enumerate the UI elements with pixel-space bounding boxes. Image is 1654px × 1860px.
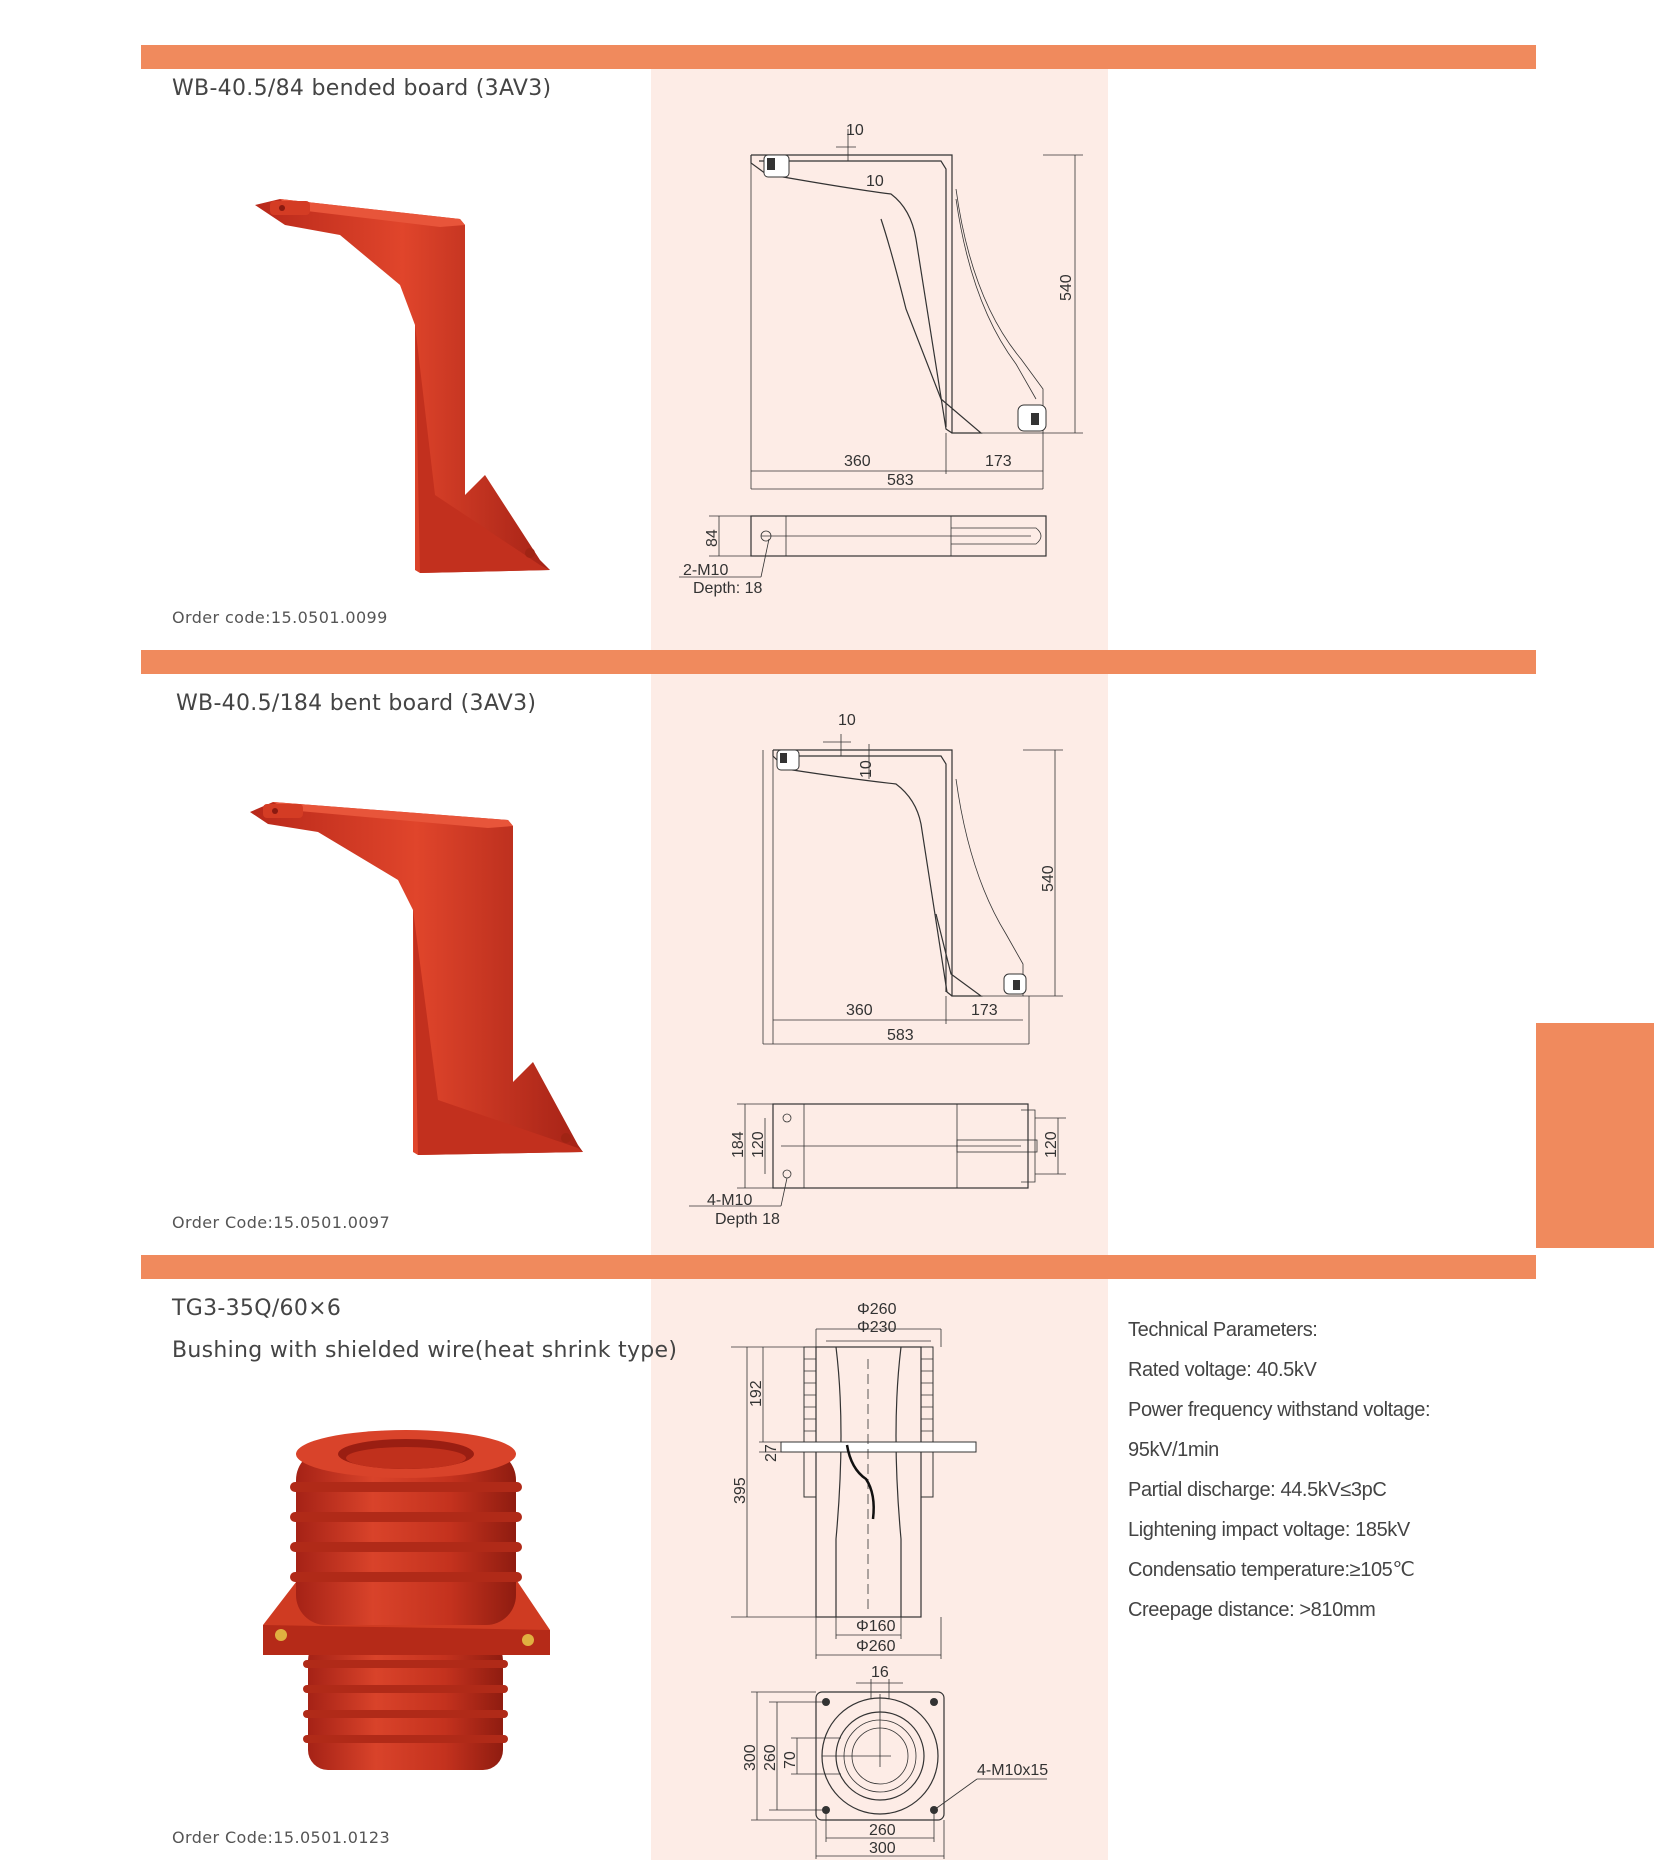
bushing-image (258, 1430, 558, 1780)
product-title: WB-40.5/184 bent board (3AV3) (176, 691, 537, 716)
svg-text:70: 70 (782, 1751, 799, 1769)
svg-text:360: 360 (846, 1002, 873, 1019)
svg-text:540: 540 (1040, 865, 1057, 892)
bended-board-image (250, 195, 550, 585)
product-title: WB-40.5/84 bended board (3AV3) (172, 76, 552, 101)
svg-text:84: 84 (704, 529, 721, 547)
svg-text:27: 27 (763, 1444, 780, 1462)
order-code: Order Code:15.0501.0097 (172, 1213, 391, 1232)
drawing-bended-board (651, 69, 1108, 609)
drawing-bushing (651, 1279, 1108, 1860)
svg-text:Depth: 18: Depth: 18 (693, 580, 763, 597)
order-code: Order code:15.0501.0099 (172, 608, 388, 627)
svg-text:2-M10: 2-M10 (683, 562, 729, 579)
svg-text:173: 173 (985, 453, 1012, 470)
svg-text:300: 300 (742, 1744, 759, 1771)
section-bar-2 (141, 650, 1536, 674)
svg-text:120: 120 (1043, 1131, 1060, 1158)
svg-text:260: 260 (762, 1744, 779, 1771)
svg-text:395: 395 (732, 1477, 749, 1504)
svg-text:192: 192 (748, 1380, 765, 1407)
param-line: Creepage distance: >810mm (1128, 1599, 1376, 1621)
svg-text:260: 260 (869, 1822, 896, 1839)
svg-text:583: 583 (887, 472, 914, 489)
order-code: Order Code:15.0501.0123 (172, 1828, 391, 1847)
param-line: Lightening impact voltage: 185kV (1128, 1519, 1410, 1541)
svg-text:360: 360 (844, 453, 871, 470)
svg-text:10: 10 (846, 122, 864, 139)
drawing-bent-board (651, 674, 1108, 1234)
param-line: 95kV/1min (1128, 1439, 1219, 1461)
svg-text:173: 173 (971, 1002, 998, 1019)
svg-text:10: 10 (838, 712, 856, 729)
svg-text:120: 120 (750, 1131, 767, 1158)
svg-text:4-M10: 4-M10 (707, 1192, 753, 1209)
svg-text:540: 540 (1058, 274, 1075, 301)
svg-text:583: 583 (887, 1027, 914, 1044)
param-line: Partial discharge: 44.5kV≤3pC (1128, 1479, 1387, 1501)
bent-board-image (248, 800, 588, 1170)
svg-text:16: 16 (871, 1664, 889, 1681)
product-title: TG3-35Q/60×6 (172, 1296, 342, 1321)
svg-text:Depth 18: Depth 18 (715, 1211, 780, 1228)
param-line: Rated voltage: 40.5kV (1128, 1359, 1317, 1381)
svg-text:10: 10 (858, 760, 875, 778)
technical-parameters (1128, 1313, 1430, 1633)
svg-text:10: 10 (866, 173, 884, 190)
svg-text:Φ260: Φ260 (857, 1301, 897, 1318)
svg-text:184: 184 (730, 1131, 747, 1158)
svg-text:Φ230: Φ230 (857, 1319, 897, 1336)
product-subtitle: Bushing with shielded wire(heat shrink type) (172, 1338, 678, 1363)
section-bar-3 (141, 1255, 1536, 1279)
param-heading: Technical Parameters: (1128, 1319, 1318, 1341)
svg-text:Φ260: Φ260 (856, 1638, 896, 1655)
param-line: Condensatio temperature:≥105℃ (1128, 1559, 1415, 1581)
svg-text:300: 300 (869, 1840, 896, 1857)
svg-text:Φ160: Φ160 (856, 1618, 896, 1635)
section-bar-1 (141, 45, 1536, 69)
svg-text:4-M10x15: 4-M10x15 (977, 1762, 1049, 1779)
side-tab (1536, 1023, 1654, 1248)
param-line: Power frequency withstand voltage: (1128, 1399, 1431, 1421)
